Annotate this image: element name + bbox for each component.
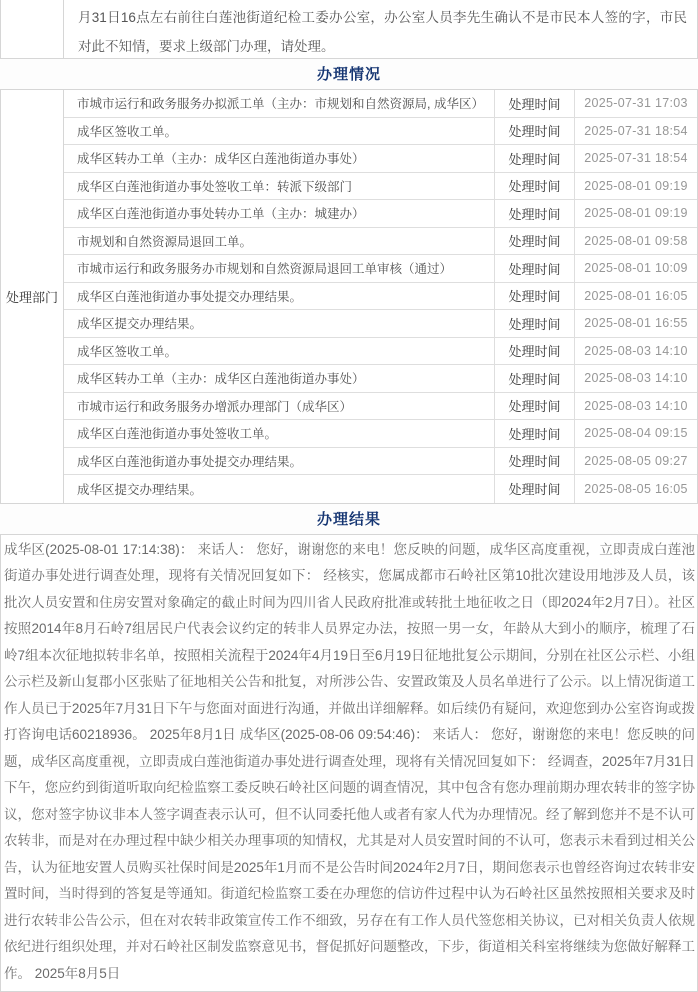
complaint-text: 月31日16点左右前往白莲池街道纪检工委办公室，办公室人员李先生确认不是市民本人签的字，市民对此不知情，要求上级部门办理，请处理。 (64, 0, 697, 58)
step-description: 成华区白莲池街道办事处提交办理结果。 (64, 448, 495, 475)
process-step-row (64, 283, 697, 311)
time-value: 2025-08-03 14:10 (575, 338, 697, 365)
time-value: 2025-08-05 09:27 (575, 448, 697, 475)
time-value: 2025-08-01 16:55 (575, 310, 697, 337)
time-label: 处理时间 (495, 228, 575, 255)
time-value: 2025-08-01 09:58 (575, 228, 697, 255)
process-step-row (64, 255, 697, 283)
time-value: 2025-07-31 18:54 (575, 118, 697, 145)
complaint-section (0, 0, 698, 58)
process-step-row (64, 173, 697, 201)
time-label: 处理时间 (495, 200, 575, 227)
time-value: 2025-08-01 09:19 (575, 200, 697, 227)
step-description: 市城市运行和政务服务办市规划和自然资源局退回工单审核（通过） (64, 255, 495, 282)
step-description: 成华区转办工单（主办：成华区白莲池街道办事处） (64, 365, 495, 392)
dept-label: 处理部门 (1, 90, 64, 503)
time-value: 2025-07-31 17:03 (575, 90, 697, 117)
result-title: 办理结果 (317, 508, 381, 529)
time-label: 处理时间 (495, 310, 575, 337)
step-description: 成华区白莲池街道办事处签收工单：转派下级部门 (64, 173, 495, 200)
time-label: 处理时间 (495, 365, 575, 392)
time-value: 2025-08-04 09:15 (575, 420, 697, 447)
process-step-row (64, 228, 697, 256)
process-step-row (64, 393, 697, 421)
step-description: 成华区提交办理结果。 (64, 310, 495, 337)
result-header (0, 503, 698, 535)
time-value: 2025-08-03 14:10 (575, 393, 697, 420)
step-description: 成华区白莲池街道办事处签收工单。 (64, 420, 495, 447)
processing-table (0, 90, 698, 503)
process-step-row (64, 420, 697, 448)
step-description: 成华区提交办理结果。 (64, 475, 495, 503)
result-text: 成华区(2025-08-01 17:14:38)： 来话人： 您好，谢谢您的来电！您反映的问题，成华区高度重视，立即责成白莲池街道办事处进行调查处理，现将有关情况回复如下： 经核实，您属成都市石岭社区第10批次建设用地涉及人员，该批次人员安置和住房安置对象确定的截止时间为四川省人民政府批准或转批土地征收之日（即2024年2月7日）。社区按照2014年8月石岭7组居民户代表会议约定的转非人员界定办法，按照一男一女，年龄从大到小的顺序，梳理了石岭7组本次征地拟转非名单，按照相关流程于2024年4月19日至6月19日征地批复公示期间，分别在社区公示栏、小组公示栏及新山复郡小区张贴了征地相关公告和批复，对所涉公告、安置政策及人员名单进行了公示。以上情况街道工作人员已于2025年7月31日下午与您面对面进行沟通，并做出详细解释。如后续仍有疑问，欢迎您到办公室咨询或拨打咨询电话60218936。 2025年8月1日 成华区(2025-08-06 09:54:46)： 来话人： 您好，谢谢您的来电！您反映的问题，成华区高度重视，立即责成白莲池街道办事处进行调查处理，现将有关情况回复如下： 经调查，2025年7月31日下午，您应约到街道听取向纪检监察工委反映石岭社区问题的调查情况，其中包含有您办理前期办理农转非的签字协议，您对签字协议非本人签字调查表示认可，但不认同委托他人或者有家人代为办理情况。经了解到您并不是不认可农转非，而是对在办理过程中缺少相关办理事项的知情权，尤其是对人员安置时间的不认可，您表示未看到过相关公告，认为征地安置人员购买社保时间是2025年1月而不是公告时间2024年2月7日，期间您表示也曾经咨询过农转非安置时间，当时得到的答复是等通知。街道纪检监察工委在办理您的信访件过程中认为石岭社区虽然按照相关要求及时进行农转非公告公示，但在对农转非政策宣传工作不细致，另存在有工作人员代签您相关协议，已对相关负责人依规依纪进行组织处理，并对石岭社区制发监察意见书，督促抓好问题整改，下步，街道相关科室将继续为您做好解释工作。 2025年8月5日 (0, 535, 698, 992)
complaint-label-cell (1, 0, 64, 58)
processing-status-header (0, 58, 698, 90)
time-value: 2025-08-01 16:05 (575, 283, 697, 310)
time-value: 2025-08-03 14:10 (575, 365, 697, 392)
time-label: 处理时间 (495, 90, 575, 117)
step-description: 成华区白莲池街道办事处提交办理结果。 (64, 283, 495, 310)
step-description: 成华区白莲池街道办事处转办工单（主办：城建办） (64, 200, 495, 227)
processing-rows (64, 90, 697, 503)
process-step-row (64, 338, 697, 366)
time-value: 2025-08-01 10:09 (575, 255, 697, 282)
time-label: 处理时间 (495, 393, 575, 420)
time-value: 2025-08-01 09:19 (575, 173, 697, 200)
step-description: 成华区签收工单。 (64, 338, 495, 365)
process-step-row (64, 118, 697, 146)
step-description: 成华区转办工单（主办：成华区白莲池街道办事处） (64, 145, 495, 172)
process-step-row (64, 90, 697, 118)
time-value: 2025-07-31 18:54 (575, 145, 697, 172)
time-label: 处理时间 (495, 145, 575, 172)
step-description: 市城市运行和政务服务办拟派工单（主办：市规划和自然资源局, 成华区） (64, 90, 495, 117)
time-label: 处理时间 (495, 283, 575, 310)
processing-status-title: 办理情况 (317, 63, 381, 84)
time-value: 2025-08-05 16:05 (575, 475, 697, 503)
time-label: 处理时间 (495, 420, 575, 447)
process-step-row (64, 145, 697, 173)
time-label: 处理时间 (495, 118, 575, 145)
process-step-row (64, 365, 697, 393)
step-description: 市城市运行和政务服务办增派办理部门（成华区） (64, 393, 495, 420)
process-step-row (64, 448, 697, 476)
process-step-row (64, 475, 697, 503)
time-label: 处理时间 (495, 338, 575, 365)
time-label: 处理时间 (495, 448, 575, 475)
time-label: 处理时间 (495, 173, 575, 200)
step-description: 市规划和自然资源局退回工单。 (64, 228, 495, 255)
process-step-row (64, 200, 697, 228)
time-label: 处理时间 (495, 255, 575, 282)
step-description: 成华区签收工单。 (64, 118, 495, 145)
time-label: 处理时间 (495, 475, 575, 503)
process-step-row (64, 310, 697, 338)
